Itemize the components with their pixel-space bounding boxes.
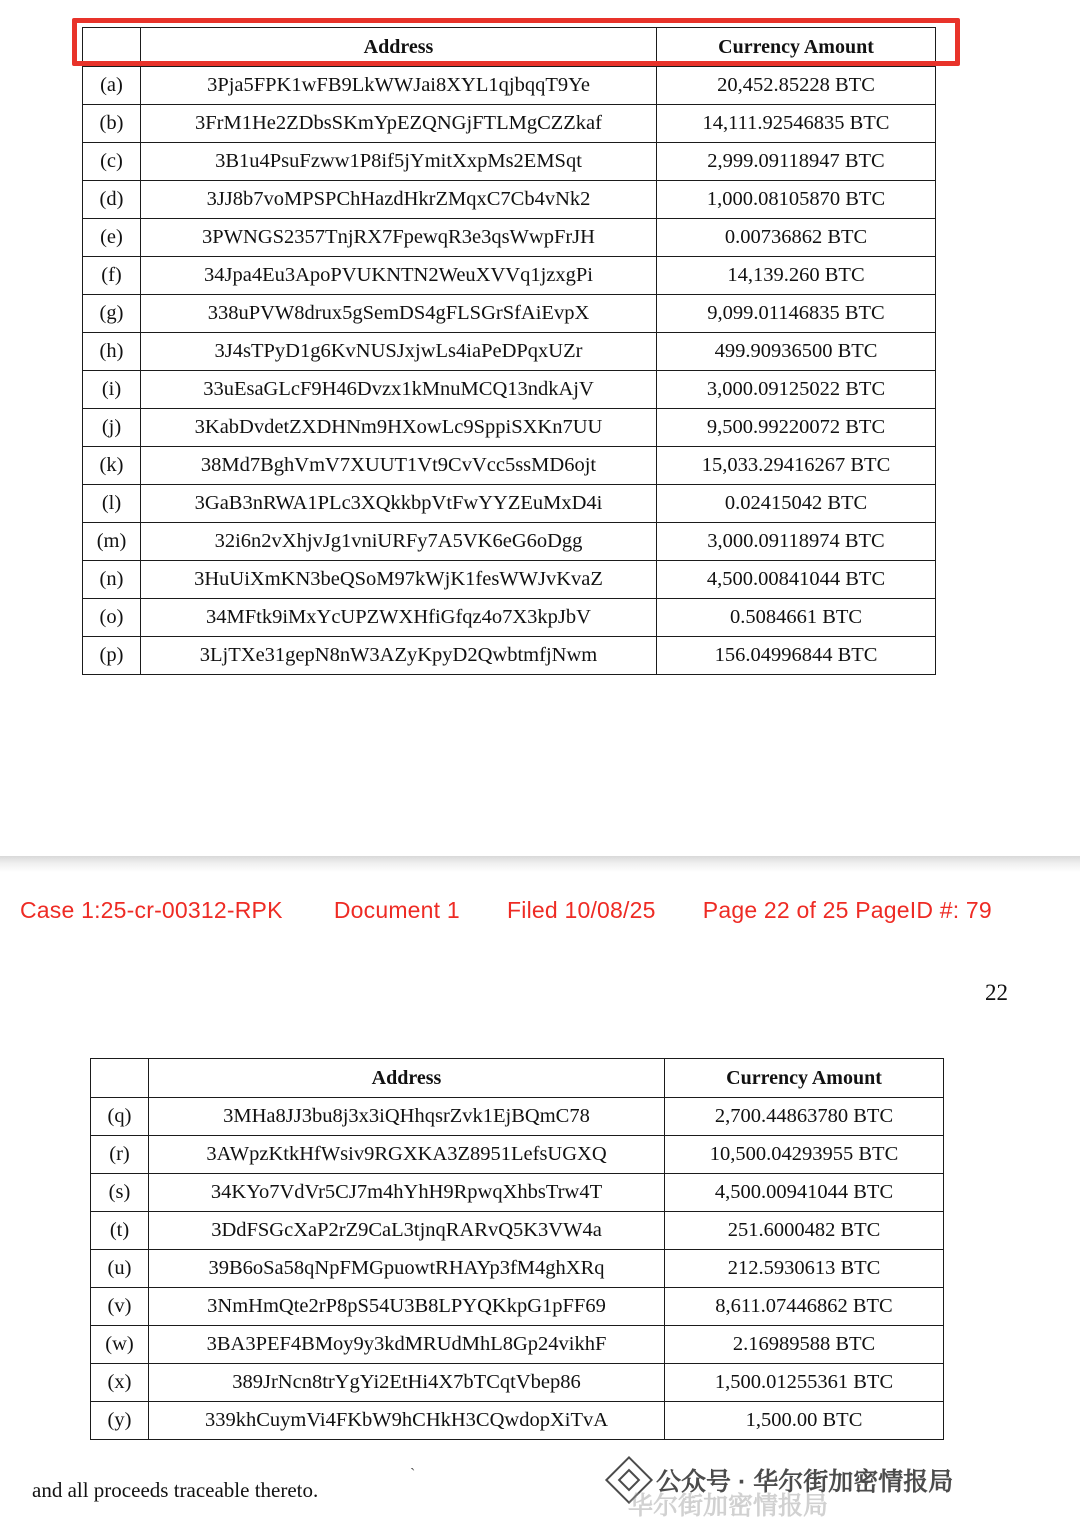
column-header-label bbox=[91, 1059, 149, 1098]
row-amount: 15,033.29416267 BTC bbox=[657, 447, 936, 485]
table-row bbox=[83, 523, 936, 561]
row-amount: 2,700.44863780 BTC bbox=[665, 1098, 944, 1136]
row-amount: 499.90936500 BTC bbox=[657, 333, 936, 371]
stray-ink-mark: ` bbox=[410, 1466, 416, 1483]
row-address: 389JrNcn8trYgYi2EtHi4X7bTCqtVbep86 bbox=[149, 1364, 665, 1402]
table-row bbox=[83, 409, 936, 447]
row-label: (w) bbox=[91, 1326, 149, 1364]
row-address: 3MHa8JJ3bu8j3x3iQHhqsrZvk1EjBQmC78 bbox=[149, 1098, 665, 1136]
table-row bbox=[91, 1326, 944, 1364]
row-label: (v) bbox=[91, 1288, 149, 1326]
row-address: 3GaB3nRWA1PLc3XQkkbpVtFwYYZEuMxD4i bbox=[141, 485, 657, 523]
closing-paragraph: and all proceeds traceable thereto. bbox=[32, 1478, 319, 1502]
row-label: (r) bbox=[91, 1136, 149, 1174]
table-row bbox=[91, 1364, 944, 1402]
column-header-address: Address bbox=[149, 1059, 665, 1098]
watermark-text: 公众号 · 华尔街加密情报局 bbox=[656, 1468, 954, 1496]
row-address: 3PWNGS2357TnjRX7FpewqR3e3qsWwpFrJH bbox=[141, 219, 657, 257]
table-row bbox=[83, 485, 936, 523]
row-label: (j) bbox=[83, 409, 141, 447]
page-separator bbox=[0, 856, 1080, 872]
row-amount: 10,500.04293955 BTC bbox=[665, 1136, 944, 1174]
table-row bbox=[83, 295, 936, 333]
table-row bbox=[83, 67, 936, 105]
row-address: 39B6oSa58qNpFMGpuowtRHAYp3fM4ghXRq bbox=[149, 1250, 665, 1288]
row-label: (s) bbox=[91, 1174, 149, 1212]
crypto-address-table-bottom bbox=[90, 1058, 944, 1440]
row-amount: 1,500.00 BTC bbox=[665, 1402, 944, 1440]
row-amount: 1,500.01255361 BTC bbox=[665, 1364, 944, 1402]
column-header-label bbox=[83, 28, 141, 67]
row-amount: 2,999.09118947 BTC bbox=[657, 143, 936, 181]
table-row bbox=[83, 143, 936, 181]
row-amount: 4,500.00941044 BTC bbox=[665, 1174, 944, 1212]
row-address: 3DdFSGcXaP2rZ9CaL3tjnqRARvQ5K3VW4a bbox=[149, 1212, 665, 1250]
table-row bbox=[91, 1212, 944, 1250]
ecf-filed-date: Filed 10/08/25 bbox=[507, 897, 656, 923]
row-address: 3BA3PEF4BMoy9y3kdMRUdMhL8Gp24vikhF bbox=[149, 1326, 665, 1364]
row-label: (b) bbox=[83, 105, 141, 143]
page-number: 22 bbox=[985, 980, 1008, 1005]
row-address: 3NmHmQte2rP8pS54U3B8LPYQKkpG1pFF69 bbox=[149, 1288, 665, 1326]
row-amount: 14,111.92546835 BTC bbox=[657, 105, 936, 143]
row-amount: 251.6000482 BTC bbox=[665, 1212, 944, 1250]
row-amount: 0.5084661 BTC bbox=[657, 599, 936, 637]
table-row bbox=[91, 1288, 944, 1326]
row-label: (g) bbox=[83, 295, 141, 333]
row-label: (k) bbox=[83, 447, 141, 485]
row-amount: 1,000.08105870 BTC bbox=[657, 181, 936, 219]
watermark-ghost-text: 华尔街加密情报局 bbox=[628, 1492, 829, 1520]
table-row bbox=[83, 447, 936, 485]
column-header-amount: Currency Amount bbox=[665, 1059, 944, 1098]
row-label: (l) bbox=[83, 485, 141, 523]
row-label: (q) bbox=[91, 1098, 149, 1136]
row-address: 34MFtk9iMxYcUPZWXHfiGfqz4o7X3kpJbV bbox=[141, 599, 657, 637]
row-address: 32i6n2vXhjvJg1vniURFy7A5VK6eG6oDgg bbox=[141, 523, 657, 561]
row-amount: 14,139.260 BTC bbox=[657, 257, 936, 295]
row-address: 3FrM1He2ZDbsSKmYpEZQNGjFTLMgCZZkaf bbox=[141, 105, 657, 143]
row-address: 3B1u4PsuFzww1P8if5jYmitXxpMs2EMSqt bbox=[141, 143, 657, 181]
row-label: (y) bbox=[91, 1402, 149, 1440]
row-address: 3J4sTPyD1g6KvNUSJxjwLs4iaPeDPqxUZr bbox=[141, 333, 657, 371]
row-address: 3AWpzKtkHfWsiv9RGXKA3Z8951LefsUGXQ bbox=[149, 1136, 665, 1174]
table-row bbox=[83, 637, 936, 675]
row-address: 3Pja5FPK1wFB9LkWWJai8XYL1qjbqqT9Ye bbox=[141, 67, 657, 105]
row-label: (x) bbox=[91, 1364, 149, 1402]
table-row bbox=[83, 333, 936, 371]
table-row bbox=[83, 105, 936, 143]
table-row bbox=[91, 1174, 944, 1212]
table-row bbox=[83, 599, 936, 637]
ecf-filing-stamp bbox=[20, 897, 1060, 924]
row-label: (f) bbox=[83, 257, 141, 295]
row-address: 34KYo7VdVr5CJ7m4hYhH9RpwqXhbsTrw4T bbox=[149, 1174, 665, 1212]
table-row bbox=[83, 371, 936, 409]
table-header-row bbox=[91, 1059, 944, 1098]
row-address: 34Jpa4Eu3ApoPVUKNTN2WeuXVVq1jzxgPi bbox=[141, 257, 657, 295]
row-amount: 20,452.85228 BTC bbox=[657, 67, 936, 105]
row-label: (t) bbox=[91, 1212, 149, 1250]
row-amount: 212.5930613 BTC bbox=[665, 1250, 944, 1288]
table-row bbox=[83, 257, 936, 295]
table-row bbox=[91, 1250, 944, 1288]
row-amount: 3,000.09118974 BTC bbox=[657, 523, 936, 561]
row-amount: 3,000.09125022 BTC bbox=[657, 371, 936, 409]
crypto-address-table-top bbox=[82, 27, 936, 675]
row-amount: 156.04996844 BTC bbox=[657, 637, 936, 675]
table-row bbox=[83, 219, 936, 257]
table-row bbox=[83, 181, 936, 219]
table-row bbox=[91, 1402, 944, 1440]
row-amount: 2.16989588 BTC bbox=[665, 1326, 944, 1364]
table-row bbox=[91, 1136, 944, 1174]
row-label: (o) bbox=[83, 599, 141, 637]
row-amount: 9,099.01146835 BTC bbox=[657, 295, 936, 333]
row-amount: 0.02415042 BTC bbox=[657, 485, 936, 523]
row-label: (h) bbox=[83, 333, 141, 371]
ecf-case-number: Case 1:25-cr-00312-RPK bbox=[20, 897, 283, 923]
ecf-document-number: Document 1 bbox=[333, 897, 460, 923]
row-amount: 4,500.00841044 BTC bbox=[657, 561, 936, 599]
row-amount: 0.00736862 BTC bbox=[657, 219, 936, 257]
table-row bbox=[91, 1098, 944, 1136]
row-address: 38Md7BghVmV7XUUT1Vt9CvVcc5ssMD6ojt bbox=[141, 447, 657, 485]
row-address: 338uPVW8drux5gSemDS4gFLSGrSfAiEvpX bbox=[141, 295, 657, 333]
column-header-amount: Currency Amount bbox=[657, 28, 936, 67]
table-row bbox=[83, 561, 936, 599]
row-address: 3LjTXe31gepN8nW3AZyKpyD2QwbtmfjNwm bbox=[141, 637, 657, 675]
row-amount: 9,500.99220072 BTC bbox=[657, 409, 936, 447]
row-label: (n) bbox=[83, 561, 141, 599]
row-label: (a) bbox=[83, 67, 141, 105]
row-label: (e) bbox=[83, 219, 141, 257]
row-label: (c) bbox=[83, 143, 141, 181]
row-address: 3KabDvdetZXDHNm9HXowLc9SppiSXKn7UU bbox=[141, 409, 657, 447]
row-label: (m) bbox=[83, 523, 141, 561]
row-address: 339khCuymVi4FKbW9hCHkH3CQwdopXiTvA bbox=[149, 1402, 665, 1440]
row-address: 3JJ8b7voMPSPChHazdHkrZMqxC7Cb4vNk2 bbox=[141, 181, 657, 219]
ecf-page-id: Page 22 of 25 PageID #: 79 bbox=[702, 897, 992, 923]
row-label: (d) bbox=[83, 181, 141, 219]
row-amount: 8,611.07446862 BTC bbox=[665, 1288, 944, 1326]
row-label: (p) bbox=[83, 637, 141, 675]
row-address: 33uEsaGLcF9H46Dvzx1kMnuMCQ13ndkAjV bbox=[141, 371, 657, 409]
column-header-address: Address bbox=[141, 28, 657, 67]
row-address: 3HuUiXmKN3beQSoM97kWjK1fesWWJvKvaZ bbox=[141, 561, 657, 599]
row-label: (i) bbox=[83, 371, 141, 409]
row-label: (u) bbox=[91, 1250, 149, 1288]
table-header-row bbox=[83, 28, 936, 67]
